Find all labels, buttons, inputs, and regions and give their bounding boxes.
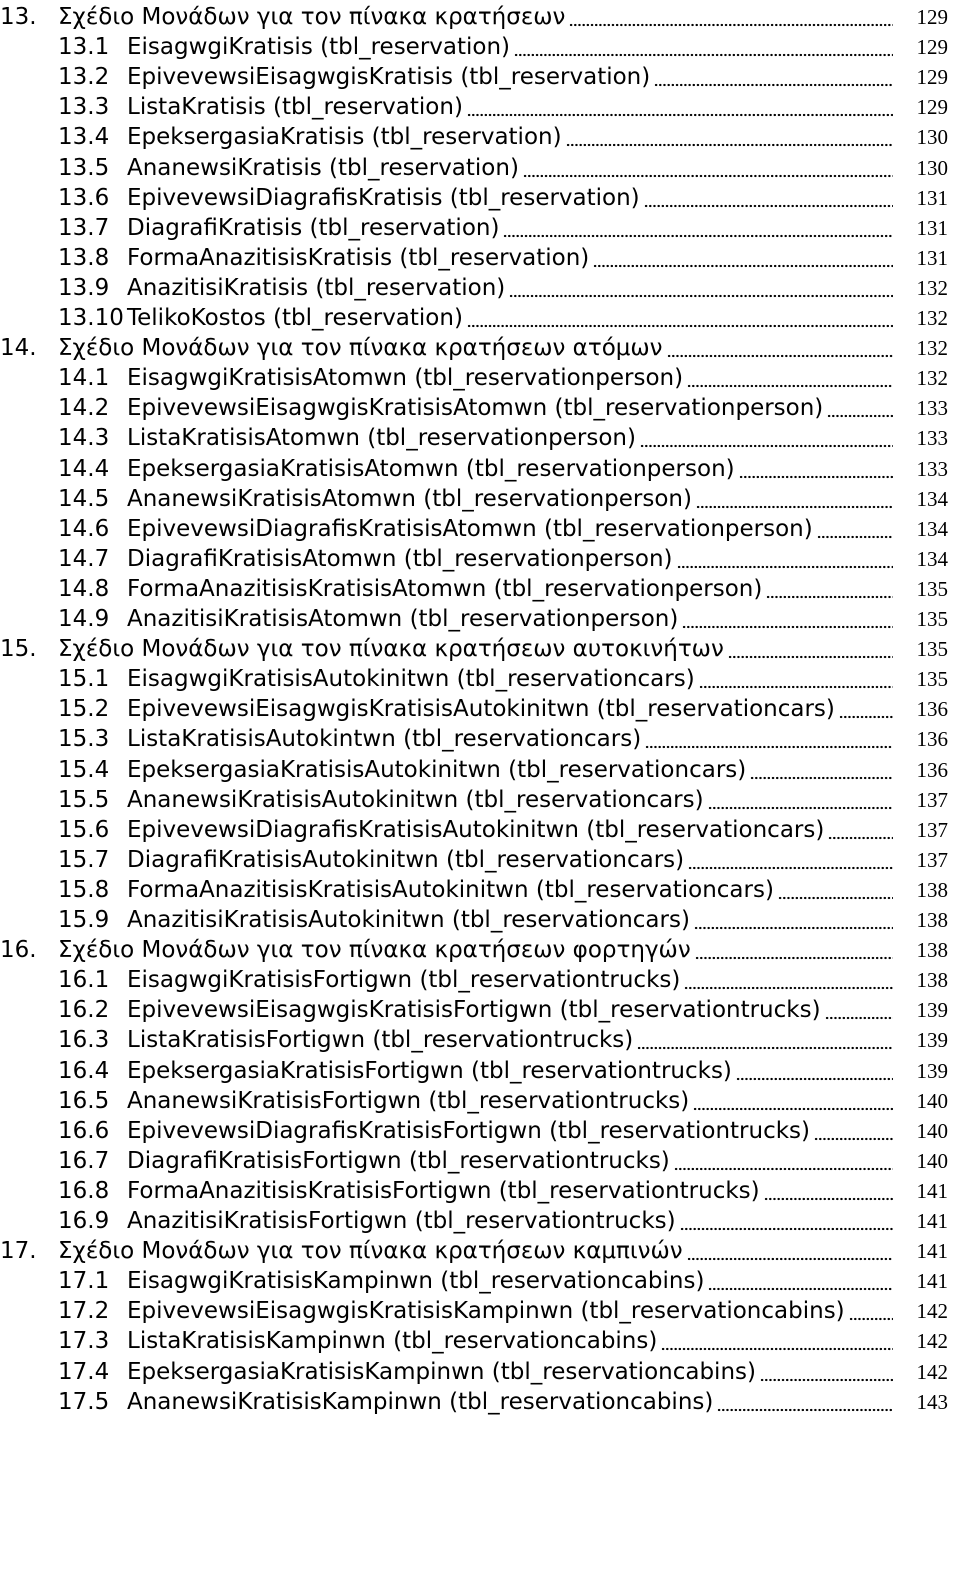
toc-page-number: 132 — [916, 306, 948, 330]
toc-page-number: 129 — [916, 35, 948, 60]
toc-dot-leader — [764, 1176, 893, 1206]
toc-page-number: 142 — [916, 1359, 948, 1384]
toc-subsection-entry[interactable] — [0, 92, 948, 122]
toc-subsection-entry[interactable] — [0, 694, 948, 724]
toc-subsection-entry[interactable] — [0, 755, 948, 785]
toc-dot-leader — [828, 815, 893, 845]
toc-page-number: 132 — [916, 275, 948, 300]
toc-page-number: 142 — [916, 1329, 948, 1354]
toc-entry-number: 15.5 — [58, 786, 110, 813]
toc-dot-leader — [637, 1025, 893, 1055]
toc-entry-title: Σχέδιο Μονάδων για τον πίνακα κρατήσεων καμπινών — [58, 1238, 683, 1265]
toc-entry-number: 17.1 — [58, 1268, 110, 1295]
toc-entry-title: FormaAnazitisisKratisisAutokinitwn (tbl_reservationcars) — [127, 876, 774, 903]
toc-dot-leader — [708, 785, 893, 815]
toc-subsection-entry[interactable] — [0, 1357, 948, 1387]
toc-page-number: 135 — [916, 637, 948, 662]
toc-entry-number: 16.6 — [58, 1117, 110, 1144]
toc-section-entry[interactable] — [0, 333, 948, 363]
toc-dot-leader — [644, 183, 893, 213]
toc-entry-number: 15.1 — [58, 666, 110, 693]
toc-entry-number: 13.2 — [58, 64, 110, 91]
toc-entry-title: DiagrafiKratisisAtomwn (tbl_reservationperson) — [127, 545, 673, 572]
toc-entry-title: EpeksergasiaKratisisAutokinitwn (tbl_reservationcars) — [127, 756, 747, 783]
toc-subsection-entry[interactable] — [0, 423, 948, 453]
toc-subsection-entry[interactable] — [0, 1146, 948, 1176]
toc-entry-number: 17. — [0, 1238, 37, 1265]
toc-subsection-entry[interactable] — [0, 815, 948, 845]
toc-page-number: 141 — [916, 1269, 948, 1294]
toc-entry-number: 15.3 — [58, 726, 110, 753]
toc-dot-leader — [467, 92, 893, 122]
toc-dot-leader — [687, 1236, 893, 1266]
toc-page-number: 138 — [916, 877, 948, 902]
toc-entry-number: 15.6 — [58, 816, 110, 843]
toc-page-number: 139 — [916, 1028, 948, 1053]
toc-entry-title: FormaAnazitisisKratisis (tbl_reservation) — [127, 244, 590, 271]
toc-entry-number: 16.8 — [58, 1177, 110, 1204]
toc-subsection-entry[interactable] — [0, 454, 948, 484]
toc-entry-number: 13.7 — [58, 214, 110, 241]
toc-subsection-entry[interactable] — [0, 905, 948, 935]
toc-section-entry[interactable] — [0, 2, 948, 32]
toc-page-number: 133 — [916, 456, 948, 481]
toc-dot-leader — [699, 664, 893, 694]
toc-subsection-entry[interactable] — [0, 995, 948, 1025]
toc-entry-number: 14.4 — [58, 455, 110, 482]
toc-entry-number: 14.1 — [58, 365, 110, 392]
toc-entry-number: 15.4 — [58, 756, 110, 783]
toc-page-number: 135 — [916, 667, 948, 692]
toc-entry-title: EpeksergasiaKratisisKampinwn (tbl_reservationcabins) — [127, 1358, 756, 1385]
toc-page-number: 138 — [916, 908, 948, 932]
toc-entry-title: DiagrafiKratisisAutokinitwn (tbl_reservationcars) — [127, 846, 685, 873]
toc-dot-leader — [825, 995, 893, 1025]
toc-entry-title: EpivevewsiEisagwgisKratisisFortigwn (tbl_reservationtrucks) — [127, 997, 821, 1024]
toc-subsection-entry[interactable] — [0, 1206, 948, 1236]
toc-entry-title: EpivevewsiEisagwgisKratisisAtomwn (tbl_reservationperson) — [127, 395, 824, 422]
toc-entry-number: 15.8 — [58, 876, 110, 903]
toc-entry-title: EpivevewsiDiagrafisKratisisFortigwn (tbl_reservationtrucks) — [127, 1117, 810, 1144]
toc-subsection-entry[interactable] — [0, 1086, 948, 1116]
toc-dot-leader — [684, 965, 893, 995]
toc-page-number: 142 — [916, 1299, 948, 1324]
toc-dot-leader — [736, 1056, 893, 1086]
toc-entry-number: 13.5 — [58, 154, 110, 181]
toc-page-number: 130 — [916, 155, 948, 180]
toc-entry-title: AnazitisiKratisis (tbl_reservation) — [127, 274, 506, 301]
toc-subsection-entry[interactable] — [0, 724, 948, 754]
toc-entry-number: 16.3 — [58, 1027, 110, 1054]
toc-section-entry[interactable] — [0, 1236, 948, 1266]
toc-entry-title: ListaKratisisAtomwn (tbl_reservationperson) — [127, 425, 636, 452]
toc-page-number: 136 — [916, 697, 948, 722]
toc-page-number: 134 — [916, 516, 948, 541]
toc-subsection-entry[interactable] — [0, 1326, 948, 1356]
toc-entry-title: EisagwgiKratisisKampinwn (tbl_reservationcabins) — [127, 1268, 705, 1295]
toc-dot-leader — [688, 845, 893, 875]
toc-page-number: 140 — [916, 1148, 948, 1173]
toc-entry-number: 15.7 — [58, 846, 110, 873]
toc-dot-leader — [514, 32, 893, 62]
toc-entry-number: 14. — [0, 335, 37, 362]
toc-page-number: 135 — [916, 576, 948, 601]
toc-dot-leader — [566, 122, 893, 152]
toc-entry-title: AnanewsiKratisisAutokinitwn (tbl_reservationcars) — [127, 786, 704, 813]
toc-subsection-entry[interactable] — [0, 785, 948, 815]
toc-entry-number: 13.8 — [58, 244, 110, 271]
toc-page-number: 130 — [916, 125, 948, 150]
toc-page-number: 131 — [916, 185, 948, 210]
toc-subsection-entry[interactable] — [0, 1176, 948, 1206]
toc-page-number: 132 — [916, 336, 948, 361]
toc-page-number: 129 — [916, 65, 948, 90]
toc-dot-leader — [503, 213, 893, 243]
toc-page-number: 132 — [916, 366, 948, 391]
toc-entry-number: 17.5 — [58, 1388, 110, 1415]
toc-entry-number: 16.9 — [58, 1208, 110, 1234]
toc-dot-leader — [693, 1086, 893, 1116]
toc-entry-title: ListaKratisisKampinwn (tbl_reservationcabins) — [127, 1328, 658, 1355]
toc-section-entry[interactable] — [0, 935, 948, 965]
toc-dot-leader — [509, 273, 893, 303]
toc-subsection-entry[interactable] — [0, 303, 948, 333]
toc-dot-leader — [569, 2, 893, 32]
toc-entry-title: AnazitisiKratisisAtomwn (tbl_reservationperson) — [127, 606, 679, 632]
toc-dot-leader — [766, 574, 893, 604]
toc-section-entry[interactable] — [0, 634, 948, 664]
toc-entry-title: AnanewsiKratisis (tbl_reservation) — [127, 154, 519, 181]
toc-subsection-entry[interactable] — [0, 122, 948, 152]
toc-subsection-entry[interactable] — [0, 514, 948, 544]
toc-entry-number: 13.1 — [58, 34, 110, 61]
toc-subsection-entry[interactable] — [0, 62, 948, 92]
toc-entry-title: EpivevewsiDiagrafisKratisis (tbl_reservation) — [127, 184, 640, 211]
toc-entry-title: ListaKratisisFortigwn (tbl_reservationtrucks) — [127, 1027, 634, 1054]
toc-dot-leader — [593, 243, 893, 273]
toc-entry-number: 14.3 — [58, 425, 110, 452]
toc-entry-title: EpivevewsiDiagrafisKratisisAtomwn (tbl_reservationperson) — [127, 515, 813, 542]
toc-entry-number: 13.4 — [58, 124, 110, 151]
toc-entry-title: ListaKratisis (tbl_reservation) — [127, 94, 463, 121]
toc-subsection-entry[interactable] — [0, 243, 948, 273]
toc-entry-title: EpivevewsiEisagwgisKratisisAutokinitwn (tbl_reservationcars) — [127, 696, 835, 723]
toc-subsection-entry[interactable] — [0, 273, 948, 303]
toc-dot-leader — [640, 423, 893, 453]
toc-dot-leader — [645, 724, 893, 754]
toc-page-number: 143 — [916, 1389, 948, 1414]
toc-page-number: 137 — [916, 847, 948, 872]
toc-subsection-entry[interactable] — [0, 574, 948, 604]
toc-entry-title: EpivevewsiEisagwgisKratisis (tbl_reservation) — [127, 64, 651, 91]
toc-page-number: 129 — [916, 95, 948, 120]
toc-entry-title: EpivevewsiEisagwgisKratisisKampinwn (tbl_reservationcabins) — [127, 1298, 845, 1325]
toc-entry-title: EisagwgiKratisisAtomwn (tbl_reservationperson) — [127, 365, 684, 392]
toc-entry-number: 14.2 — [58, 395, 110, 422]
toc-page-number: 133 — [916, 426, 948, 451]
toc-subsection-entry[interactable] — [0, 845, 948, 875]
toc-entry-title: FormaAnazitisisKratisisAtomwn (tbl_reservationperson) — [127, 575, 763, 602]
toc-page-number: 141 — [916, 1178, 948, 1203]
toc-page-number: 139 — [916, 1058, 948, 1083]
toc-dot-leader — [728, 634, 893, 664]
toc-entry-title: Σχέδιο Μονάδων για τον πίνακα κρατήσεων φορτηγών — [58, 937, 691, 964]
toc-page-number: 134 — [916, 486, 948, 511]
toc-page-number: 133 — [916, 396, 948, 421]
toc-page-number: 129 — [916, 5, 948, 29]
toc-subsection-entry[interactable] — [0, 183, 948, 213]
toc-dot-leader — [654, 62, 893, 92]
toc-entry-title: EisagwgiKratisis (tbl_reservation) — [127, 34, 511, 61]
toc-dot-leader — [677, 544, 893, 574]
toc-page-number: 137 — [916, 787, 948, 812]
toc-page-number: 140 — [916, 1118, 948, 1143]
toc-entry-title: DiagrafiKratisis (tbl_reservation) — [127, 214, 500, 241]
toc-dot-leader — [467, 303, 893, 333]
toc-entry-number: 15.9 — [58, 907, 110, 933]
toc-entry-title: AnazitisiKratisisFortigwn (tbl_reservationtrucks) — [127, 1208, 676, 1234]
toc-entry-number: 15.2 — [58, 696, 110, 723]
toc-entry-number: 13.10 — [58, 305, 124, 331]
toc-entry-number: 14.7 — [58, 545, 110, 572]
toc-subsection-entry[interactable] — [0, 1116, 948, 1146]
toc-dot-leader — [674, 1146, 893, 1176]
toc-dot-leader — [750, 755, 893, 785]
toc-entry-number: 15. — [0, 636, 37, 663]
toc-subsection-entry[interactable] — [0, 1056, 948, 1086]
toc-page-number: 140 — [916, 1088, 948, 1113]
toc-subsection-entry[interactable] — [0, 1266, 948, 1296]
toc-page-number: 141 — [916, 1239, 948, 1264]
toc-subsection-entry[interactable] — [0, 363, 948, 393]
toc-entry-number: 16. — [0, 937, 37, 964]
toc-entry-title: AnanewsiKratisisAtomwn (tbl_reservationperson) — [127, 485, 692, 512]
toc-entry-number: 13.3 — [58, 94, 110, 121]
toc-entry-number: 17.3 — [58, 1328, 110, 1355]
toc-page-number: 138 — [916, 938, 948, 963]
toc-entry-number: 17.4 — [58, 1358, 110, 1385]
toc-entry-number: 16.2 — [58, 997, 110, 1024]
toc-dot-leader — [523, 153, 893, 183]
toc-entry-number: 13.9 — [58, 274, 110, 301]
toc-subsection-entry[interactable] — [0, 875, 948, 905]
toc-entry-number: 13.6 — [58, 184, 110, 211]
toc-subsection-entry[interactable] — [0, 965, 948, 995]
toc-dot-leader — [760, 1357, 893, 1387]
toc-dot-leader — [687, 363, 893, 393]
toc-entry-title: AnazitisiKratisisAutokinitwn (tbl_reservationcars) — [127, 907, 690, 933]
toc-entry-number: 16.7 — [58, 1147, 110, 1174]
toc-dot-leader — [717, 1387, 893, 1417]
toc-dot-leader — [680, 1206, 893, 1236]
toc-dot-leader — [667, 333, 893, 363]
toc-dot-leader — [817, 514, 893, 544]
toc-dot-leader — [827, 393, 893, 423]
toc-page-number: 141 — [916, 1209, 948, 1233]
toc-entry-number: 16.4 — [58, 1057, 110, 1084]
toc-entry-number: 14.6 — [58, 515, 110, 542]
toc-dot-leader — [739, 454, 893, 484]
toc-page-number: 136 — [916, 727, 948, 752]
toc-page-number: 136 — [916, 757, 948, 782]
toc-entry-title: EpeksergasiaKratisisAtomwn (tbl_reservationperson) — [127, 455, 735, 482]
toc-entry-number: 16.1 — [58, 967, 110, 994]
toc-page-number: 131 — [916, 245, 948, 270]
toc-subsection-entry[interactable] — [0, 153, 948, 183]
toc-dot-leader — [849, 1296, 893, 1326]
toc-entry-title: EisagwgiKratisisAutokinitwn (tbl_reservationcars) — [127, 666, 695, 693]
toc-subsection-entry[interactable] — [0, 32, 948, 62]
toc-page-number: 137 — [916, 817, 948, 842]
toc-dot-leader — [839, 694, 893, 724]
toc-page-number: 131 — [916, 215, 948, 240]
toc-entry-title: Σχέδιο Μονάδων για τον πίνακα κρατήσεων — [58, 4, 566, 30]
toc-entry-title: TelikoKostos (tbl_reservation) — [127, 305, 463, 331]
toc-entry-title: EisagwgiKratisisFortigwn (tbl_reservationtrucks) — [127, 967, 681, 994]
toc-dot-leader — [778, 875, 893, 905]
toc-entry-title: FormaAnazitisisKratisisFortigwn (tbl_reservationtrucks) — [127, 1177, 760, 1204]
toc-subsection-entry[interactable] — [0, 544, 948, 574]
toc-subsection-entry[interactable] — [0, 1387, 948, 1417]
toc-page-number: 139 — [916, 998, 948, 1023]
toc-entry-number: 14.5 — [58, 485, 110, 512]
toc-page-number: 134 — [916, 546, 948, 571]
toc-entry-title: AnanewsiKratisisFortigwn (tbl_reservationtrucks) — [127, 1087, 690, 1114]
toc-entry-title: AnanewsiKratisisKampinwn (tbl_reservationcabins) — [127, 1388, 714, 1415]
toc-page-number: 135 — [916, 607, 948, 631]
toc-subsection-entry[interactable] — [0, 1025, 948, 1055]
toc-entry-number: 14.8 — [58, 575, 110, 602]
toc-page-number: 138 — [916, 968, 948, 993]
toc-dot-leader — [695, 935, 893, 965]
toc-entry-title: EpeksergasiaKratisis (tbl_reservation) — [127, 124, 562, 151]
toc-subsection-entry[interactable] — [0, 604, 948, 634]
toc-dot-leader — [708, 1266, 893, 1296]
toc-subsection-entry[interactable] — [0, 213, 948, 243]
toc-subsection-entry[interactable] — [0, 393, 948, 423]
toc-dot-leader — [694, 905, 893, 935]
toc-entry-title: DiagrafiKratisisFortigwn (tbl_reservationtrucks) — [127, 1147, 670, 1174]
toc-entry-title: Σχέδιο Μονάδων για τον πίνακα κρατήσεων αυτοκινήτων — [58, 636, 724, 663]
toc-entry-number: 14.9 — [58, 606, 110, 632]
toc-subsection-entry[interactable] — [0, 1296, 948, 1326]
toc-dot-leader — [814, 1116, 893, 1146]
toc-dot-leader — [696, 484, 893, 514]
toc-entry-title: Σχέδιο Μονάδων για τον πίνακα κρατήσεων ατόμων — [58, 335, 663, 362]
toc-entry-title: ListaKratisisAutokintwn (tbl_reservationcars) — [127, 726, 642, 753]
toc-subsection-entry[interactable] — [0, 484, 948, 514]
toc-subsection-entry[interactable] — [0, 664, 948, 694]
toc-dot-leader — [682, 604, 893, 634]
toc-entry-number: 17.2 — [58, 1298, 110, 1325]
toc-entry-number: 16.5 — [58, 1087, 110, 1114]
toc-entry-title: EpeksergasiaKratisisFortigwn (tbl_reservationtrucks) — [127, 1057, 732, 1084]
toc-entry-title: EpivevewsiDiagrafisKratisisAutokinitwn (tbl_reservationcars) — [127, 816, 825, 843]
toc-dot-leader — [661, 1326, 893, 1356]
toc-entry-number: 13. — [0, 4, 37, 30]
